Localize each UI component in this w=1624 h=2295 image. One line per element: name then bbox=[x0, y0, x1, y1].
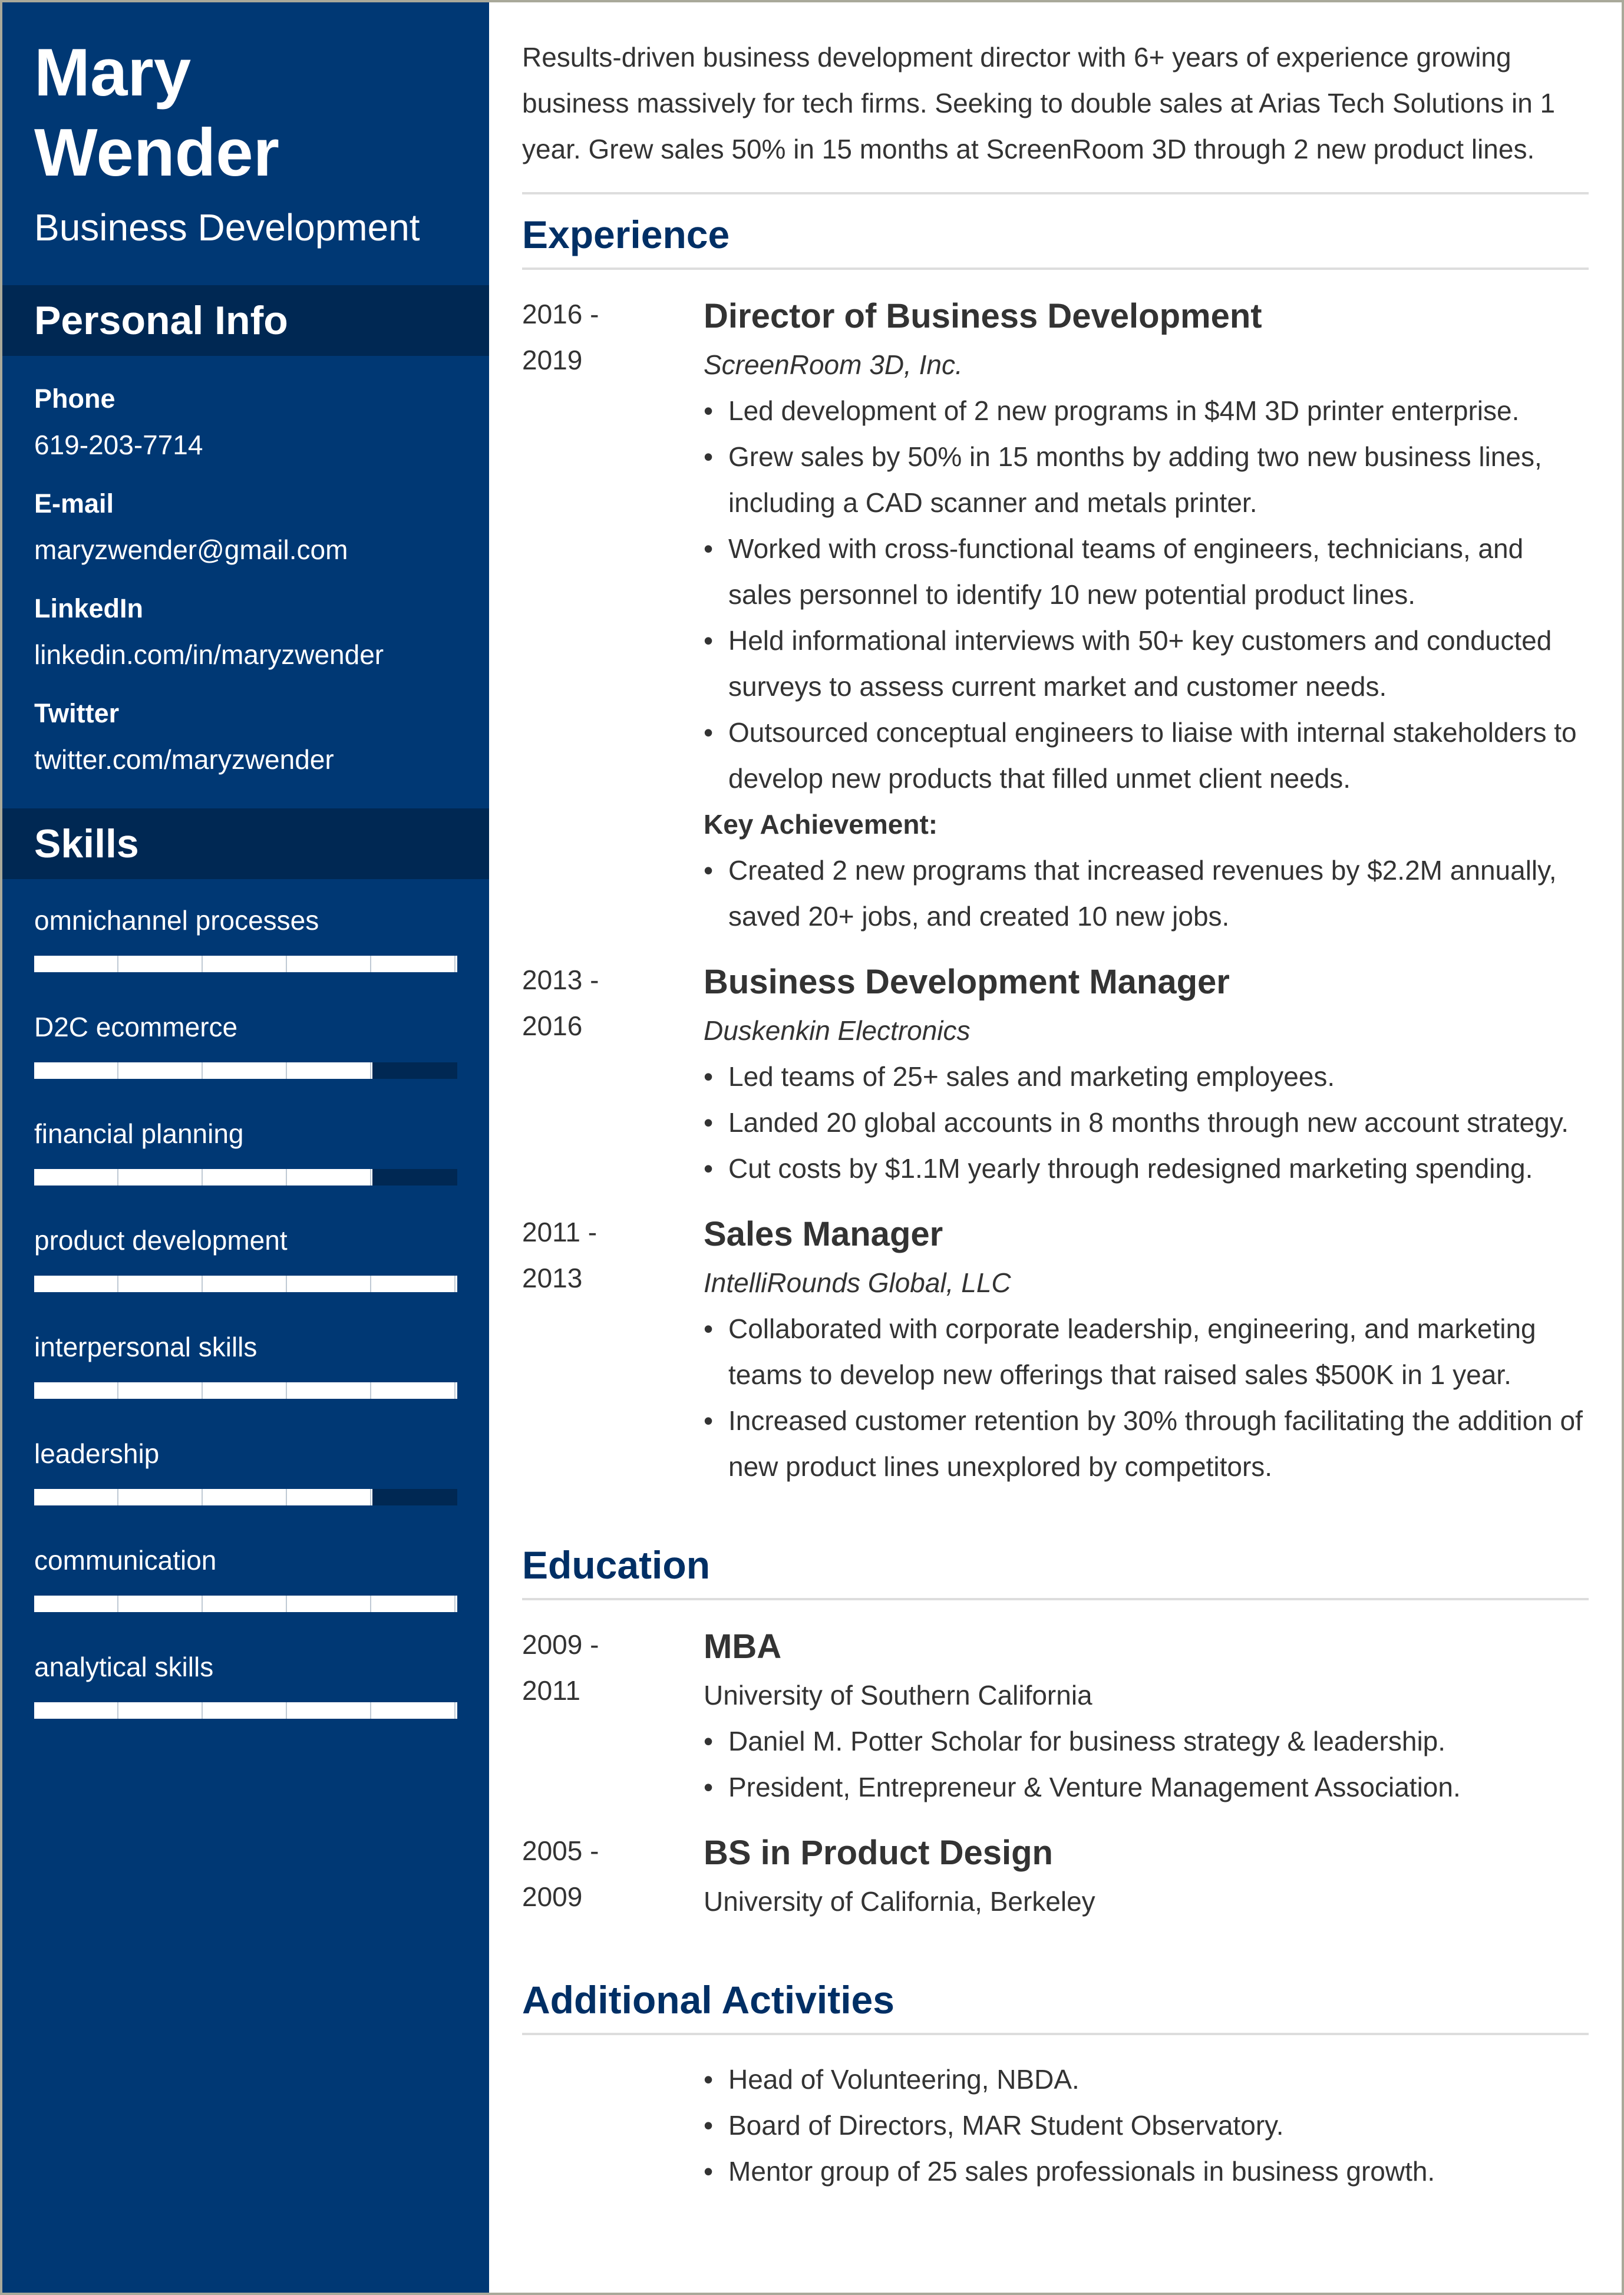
entry-body bbox=[704, 1828, 1589, 1924]
skill-label: D2C ecommerce bbox=[34, 1012, 238, 1042]
entry-dates bbox=[522, 1209, 704, 1490]
date-end: 2016 bbox=[522, 1011, 583, 1041]
email-value[interactable]: maryzwender@gmail.com bbox=[34, 534, 348, 565]
main-content bbox=[489, 2, 1622, 2293]
bullet-item: • Daniel M. Potter Scholar for business strategy & leadership. bbox=[704, 1718, 1589, 1764]
degree-title: MBA bbox=[704, 1627, 782, 1666]
experience-heading: Experience bbox=[522, 202, 1589, 270]
bullet-item: • Worked with cross-functional teams of engineers, technicians, and sales personnel to identify 10 new potential product lines. bbox=[704, 526, 1589, 617]
entry-body bbox=[704, 291, 1589, 939]
date-start: 2011 - bbox=[522, 1217, 598, 1247]
school-name: University of Southern California bbox=[704, 1680, 1092, 1710]
skill-label: omnichannel processes bbox=[34, 905, 319, 936]
bullet-list bbox=[704, 388, 1589, 801]
date-start: 2009 - bbox=[522, 1629, 599, 1660]
bullet-item: • Outsourced conceptual engineers to liaise with internal stakeholders to develop new products that filled unmet client needs. bbox=[704, 709, 1589, 801]
email-label: E-mail bbox=[34, 488, 114, 519]
skill-item bbox=[34, 1111, 457, 1218]
education-heading: Education bbox=[522, 1532, 1589, 1600]
personal-info-list bbox=[2, 356, 489, 808]
skill-level-bar bbox=[34, 956, 457, 972]
skill-item bbox=[34, 1431, 457, 1538]
twitter-label: Twitter bbox=[34, 698, 120, 728]
entry-dates bbox=[522, 291, 704, 939]
bullet-item: • Held informational interviews with 50+ key customers and conducted surveys to assess current market and customer needs. bbox=[704, 617, 1589, 709]
entry-body bbox=[704, 1209, 1589, 1490]
education-list bbox=[522, 1600, 1589, 1960]
bullet-item: • Created 2 new programs that increased revenues by $2.2M annually, saved 20+ jobs, and created 10 new jobs. bbox=[704, 847, 1589, 939]
skill-label: leadership bbox=[34, 1438, 160, 1469]
first-name: Mary bbox=[34, 35, 192, 110]
personal-info-heading: Personal Info bbox=[2, 285, 489, 356]
linkedin-value[interactable]: linkedin.com/in/maryzwender bbox=[34, 639, 384, 670]
experience-entry bbox=[522, 291, 1589, 939]
school-name: University of California, Berkeley bbox=[704, 1886, 1095, 1917]
skill-label: communication bbox=[34, 1545, 217, 1576]
skill-level-bar bbox=[34, 1276, 457, 1292]
skill-level-bar bbox=[34, 1382, 457, 1399]
name-block bbox=[2, 2, 489, 285]
experience-entry bbox=[522, 1209, 1589, 1490]
date-start: 2016 - bbox=[522, 299, 599, 329]
bullet-list bbox=[704, 1306, 1589, 1490]
skills-list bbox=[2, 879, 489, 1751]
skill-level-bar bbox=[34, 1489, 457, 1505]
entry-dates bbox=[522, 1828, 704, 1924]
date-start: 2013 - bbox=[522, 965, 599, 995]
education-entry bbox=[522, 1828, 1589, 1924]
bullet-item: • Mentor group of 25 sales professionals in business growth. bbox=[704, 2148, 1589, 2194]
skill-label: interpersonal skills bbox=[34, 1332, 258, 1362]
skill-label: financial planning bbox=[34, 1118, 244, 1149]
skill-label: product development bbox=[34, 1225, 288, 1256]
job-title: Director of Business Development bbox=[704, 297, 1262, 335]
company-name: ScreenRoom 3D, Inc. bbox=[704, 349, 963, 380]
entry-dates bbox=[522, 1622, 704, 1810]
activities-list bbox=[522, 2035, 1589, 2194]
bullet-list bbox=[704, 2056, 1589, 2194]
twitter-value[interactable]: twitter.com/maryzwender bbox=[34, 744, 334, 775]
education-entry bbox=[522, 1622, 1589, 1810]
skill-item bbox=[34, 1218, 457, 1325]
skill-level-bar bbox=[34, 1169, 457, 1186]
phone-label: Phone bbox=[34, 384, 115, 414]
entry-body bbox=[704, 1622, 1589, 1810]
bullet-item: • Board of Directors, MAR Student Observatory. bbox=[704, 2102, 1589, 2148]
bullet-item: • Landed 20 global accounts in 8 months through new account strategy. bbox=[704, 1099, 1589, 1145]
experience-entry bbox=[522, 957, 1589, 1191]
skill-item bbox=[34, 1645, 457, 1751]
bullet-item: • Head of Volunteering, NBDA. bbox=[704, 2056, 1589, 2102]
entry-dates bbox=[522, 957, 704, 1191]
bullet-item: • Increased customer retention by 30% through facilitating the addition of new product lines unexplored by competitors. bbox=[704, 1398, 1589, 1490]
date-end: 2011 bbox=[522, 1675, 580, 1706]
experience-list bbox=[522, 270, 1589, 1525]
skill-level-bar bbox=[34, 1702, 457, 1719]
company-name: Duskenkin Electronics bbox=[704, 1015, 971, 1046]
key-achievement-list bbox=[704, 847, 1589, 939]
skills-heading: Skills bbox=[2, 808, 489, 879]
linkedin-label: LinkedIn bbox=[34, 593, 144, 623]
skill-item bbox=[34, 1005, 457, 1111]
skill-level-bar bbox=[34, 1062, 457, 1079]
bullet-item: • Cut costs by $1.1M yearly through redesigned marketing spending. bbox=[704, 1145, 1589, 1191]
bullet-item: • Grew sales by 50% in 15 months by adding two new business lines, including a CAD scanner and metals printer. bbox=[704, 434, 1589, 526]
degree-title: BS in Product Design bbox=[704, 1834, 1053, 1872]
entry-body bbox=[704, 957, 1589, 1191]
job-title: Sales Manager bbox=[704, 1215, 943, 1253]
activities-heading: Additional Activities bbox=[522, 1967, 1589, 2035]
date-start: 2005 - bbox=[522, 1835, 599, 1866]
skill-level-bar bbox=[34, 1596, 457, 1612]
bullet-item: • President, Entrepreneur & Venture Management Association. bbox=[704, 1764, 1589, 1810]
phone-value: 619-203-7714 bbox=[34, 430, 203, 460]
bullet-item: • Collaborated with corporate leadership, engineering, and marketing teams to develop new offerings that raised sales $500K in 1 year. bbox=[704, 1306, 1589, 1398]
date-end: 2009 bbox=[522, 1881, 583, 1912]
bullet-item: • Led teams of 25+ sales and marketing employees. bbox=[704, 1054, 1589, 1099]
bullet-list bbox=[704, 1054, 1589, 1191]
key-achievement-label: Key Achievement: bbox=[704, 809, 938, 840]
date-end: 2013 bbox=[522, 1263, 583, 1293]
sidebar bbox=[2, 2, 489, 2293]
company-name: IntelliRounds Global, LLC bbox=[704, 1267, 1011, 1298]
skill-label: analytical skills bbox=[34, 1652, 214, 1682]
skill-item bbox=[34, 1325, 457, 1431]
date-end: 2019 bbox=[522, 345, 583, 375]
skill-item bbox=[34, 898, 457, 1005]
last-name: Wender bbox=[34, 115, 279, 190]
summary-text: Results-driven business development director with 6+ years of experience growing business massively for tech firms. Seeking to double sales at Arias Tech Solutions in 1 year. Grew sales 50% in 15 months at ScreenRoom 3D through 2 new product lines. bbox=[522, 34, 1589, 194]
skill-item bbox=[34, 1538, 457, 1645]
bullet-list bbox=[704, 1718, 1589, 1810]
job-title: Business Development bbox=[34, 206, 420, 249]
job-title: Business Development Manager bbox=[704, 963, 1230, 1001]
bullet-item: • Led development of 2 new programs in $4M 3D printer enterprise. bbox=[704, 388, 1589, 434]
